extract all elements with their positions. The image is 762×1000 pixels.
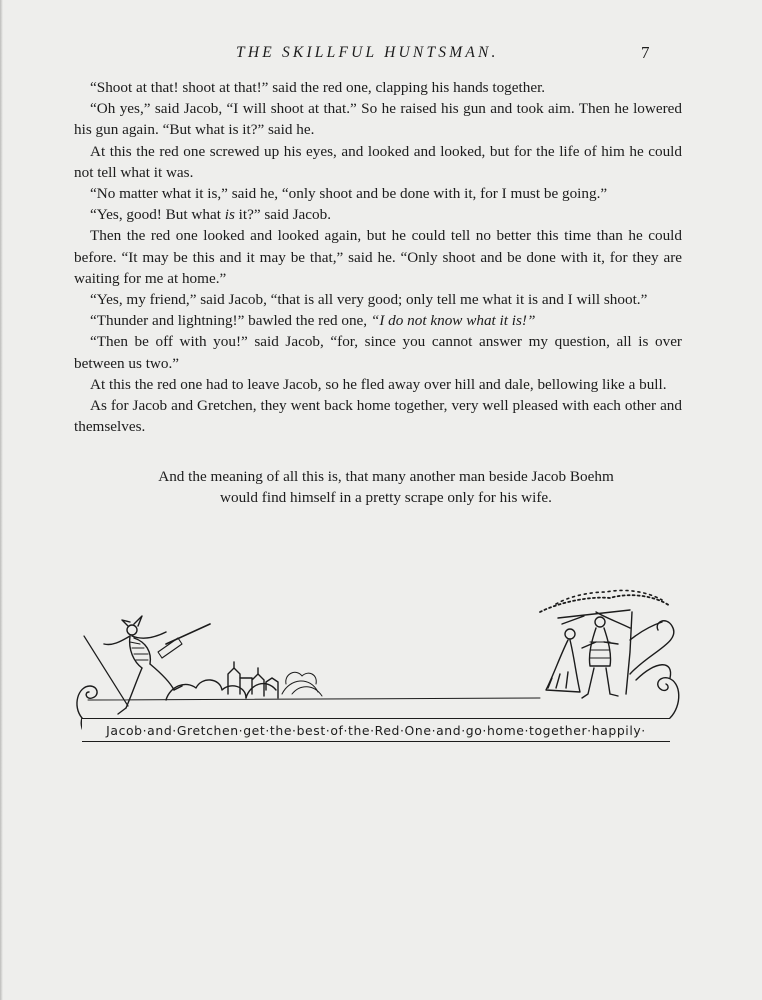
paragraph: “Oh yes,” said Jacob, “I will shoot at that.” So he raised his gun and took aim. Then he lowered his gun again. “But what is it?” said he. (74, 100, 682, 139)
paragraph: “Then be off with you!” said Jacob, “for, since you cannot answer my question, all is over between us two.” (74, 333, 682, 372)
paragraph: “Yes, my friend,” said Jacob, “that is all very good; only tell me what it is and I will shoot.” (90, 291, 648, 309)
running-head (0, 44, 762, 66)
paragraph: “No matter what it is,” said he, “only shoot and be done with it, for I must be going.” (90, 185, 608, 203)
paragraph: “Shoot at that! shoot at that!” said the red one, clapping his hands together. (90, 79, 546, 96)
page-number: 7 (641, 43, 650, 62)
smoke-cloud (286, 672, 316, 684)
village-and-castle (166, 662, 322, 700)
paragraph: As for Jacob and Gretchen, they went back home together, very well pleased with each other and themselves. (74, 397, 682, 436)
paragraph (74, 204, 682, 225)
paragraph: Then the red one looked and looked again, but he could tell no better this time than he could before. “It may be this and it may be that,” said he. “Only shoot and be done with it, for they are waiting for me at home.” (74, 227, 682, 287)
story-text (74, 77, 682, 437)
text-run: “Yes, good! But what (90, 206, 221, 224)
page-edge (0, 0, 3, 1000)
italic-quote: “I do not know what it is!” (370, 312, 536, 330)
italic-word: is (224, 206, 235, 224)
jacob-and-gretchen-figures (546, 610, 630, 698)
moral-line: would find himself in a pretty scrape only for his wife. (220, 489, 552, 506)
ground-line (88, 698, 540, 700)
text-run: “Thunder and lightning!” bawled the red one, (90, 312, 368, 330)
text-run: it?” said Jacob. (238, 206, 332, 224)
paragraph: At this the red one had to leave Jacob, so he fled away over hill and dale, bellowing like a bull. (90, 375, 667, 393)
moral-text (90, 466, 682, 508)
banner-scroll-left (77, 686, 97, 718)
banner-scroll-right (658, 678, 679, 718)
illustration-caption: Jacob·and·Gretchen·get·the·best·of·the·Red·One·and·go·home·together·happily· (82, 718, 670, 742)
paragraph (74, 310, 682, 331)
moral-line: And the meaning of all this is, that many another man beside Jacob Boehm (158, 468, 614, 485)
paragraph: At this the red one screwed up his eyes, and looked and looked, but for the life of him he could not tell what it was. (74, 142, 682, 181)
running-title: THE SKILLFUL HUNTSMAN. (236, 44, 499, 61)
